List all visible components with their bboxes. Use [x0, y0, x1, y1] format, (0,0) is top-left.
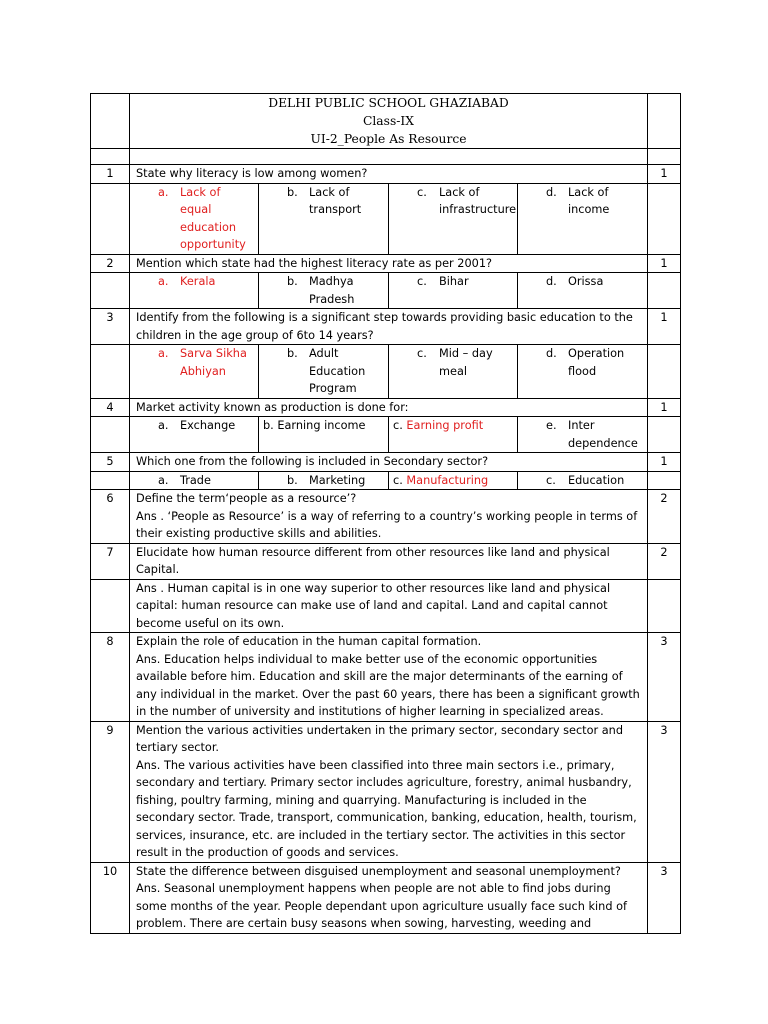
- header-row: [91, 94, 681, 149]
- option-b: b. Earning income: [259, 417, 389, 453]
- question-row: [91, 398, 681, 417]
- option-b: b. Marketing: [259, 471, 389, 490]
- answer-text: Ans . Human capital is in one way superior to other resources like land and physical capital: human resource can make use of land and capital. Land and capital cannot become useful on its own.: [130, 579, 648, 633]
- question-row: [91, 453, 681, 472]
- unit-name: UI-2_People As Resource: [310, 132, 467, 146]
- question-row: [91, 721, 681, 862]
- question-prompt: Define the term‘people as a resource’?: [136, 492, 357, 505]
- question-prompt: Elucidate how human resource different from other resources like land and physical Capital.: [130, 543, 648, 579]
- question-row: [91, 254, 681, 273]
- question-text: Market activity known as production is done for:: [130, 398, 648, 417]
- class-name: Class-IX: [362, 114, 415, 128]
- question-number: 7: [91, 543, 130, 579]
- option-a: a. Exchange: [130, 417, 259, 453]
- header-empty-right: [648, 94, 681, 149]
- question-number: 6: [91, 490, 130, 544]
- question-marks: 2: [648, 543, 681, 579]
- option-b: b. Lack of transport: [259, 183, 389, 254]
- question-row: [91, 490, 681, 544]
- options-row: [91, 345, 681, 399]
- option-c: c. Lack of infrastructure: [389, 183, 518, 254]
- question-marks: 1: [648, 398, 681, 417]
- question-number: 5: [91, 453, 130, 472]
- option-b: b. Madhya Pradesh: [259, 273, 389, 309]
- option-b: b. Adult Education Program: [259, 345, 389, 399]
- question-text: Mention which state had the highest literacy rate as per 2001?: [130, 254, 648, 273]
- answer-text: Ans. The various activities have been classified into three main sectors i.e., primary, secondary and tertiary. Primary sector includes agriculture, forestry, animal husbandry, fishing, poultry farming, mining and quarrying. Manufacturing is included in the secondary sector. Trade, transport, communication, banking, education, health, tourism, services, insurance, etc. are included in the tertiary sector. The activities in this sector result in the production of goods and services.: [136, 758, 637, 859]
- options-row: [91, 471, 681, 490]
- answer-row: [91, 579, 681, 633]
- school-name: DELHI PUBLIC SCHOOL GHAZIABAD: [268, 96, 509, 110]
- question-text: [130, 490, 648, 544]
- header-empty-left: [91, 94, 130, 149]
- options-row: [91, 183, 681, 254]
- question-prompt: Mention the various activities undertaken in the primary sector, secondary sector and tertiary sector.: [136, 723, 624, 754]
- options-row: [91, 273, 681, 309]
- question-marks: 3: [648, 862, 681, 933]
- question-number: 9: [91, 721, 130, 862]
- question-marks: 3: [648, 721, 681, 862]
- question-row: [91, 165, 681, 184]
- option-c: c. Mid – day meal: [389, 345, 518, 399]
- question-text: Identify from the following is a significant step towards providing basic education to the children in the age group of 6to 14 years?: [130, 309, 648, 345]
- question-row: [91, 633, 681, 722]
- question-number: 1: [91, 165, 130, 184]
- option-a: a. Trade: [130, 471, 259, 490]
- option-a: a. Sarva Sikha Abhiyan: [130, 345, 259, 399]
- question-text: [130, 633, 648, 722]
- question-text: [130, 721, 648, 862]
- option-d: d. Orissa: [518, 273, 648, 309]
- option-a: a. Lack of equal education opportunity: [130, 183, 259, 254]
- question-text: State why literacy is low among women?: [130, 165, 648, 184]
- option-a: a. Kerala: [130, 273, 259, 309]
- question-row: [91, 309, 681, 345]
- option-d: c. Education: [518, 471, 648, 490]
- question-number: 10: [91, 862, 130, 933]
- question-marks: 1: [648, 309, 681, 345]
- question-text: Which one from the following is included in Secondary sector?: [130, 453, 648, 472]
- spacer-row: [91, 149, 681, 165]
- option-c: c. Earning profit: [389, 417, 518, 453]
- question-number: 3: [91, 309, 130, 345]
- question-number: 4: [91, 398, 130, 417]
- answer-text: Ans. Education helps individual to make better use of the economic opportunities available before him. Education and skill are the major determinants of the earning of any individual in the market. Over the past 60 years, there has been a significant growth in the number of university and institutions of higher learning in specialized areas.: [136, 652, 640, 718]
- question-row: [91, 543, 681, 579]
- question-marks: 1: [648, 254, 681, 273]
- option-c: c. Manufacturing: [389, 471, 518, 490]
- question-number: 8: [91, 633, 130, 722]
- question-marks: 3: [648, 633, 681, 722]
- option-c: c. Bihar: [389, 273, 518, 309]
- answer-text: Ans . ‘People as Resource’ is a way of referring to a country’s working people in terms of their existing productive skills and abilities.: [136, 509, 638, 540]
- option-e: e. Inter dependence: [518, 417, 648, 453]
- question-marks: 2: [648, 490, 681, 544]
- question-row: [91, 862, 681, 933]
- question-text: [130, 862, 648, 933]
- question-prompt: Explain the role of education in the human capital formation.: [136, 635, 482, 648]
- option-d: d. Operation flood: [518, 345, 648, 399]
- question-table: [90, 93, 681, 934]
- answer-text: Ans. Seasonal unemployment happens when people are not able to find jobs during some months of the year. People dependant upon agriculture usually face such kind of problem. There are certain busy seasons when sowing, harvesting, weeding and: [136, 882, 627, 930]
- question-prompt: State the difference between disguised unemployment and seasonal unemployment?: [136, 864, 621, 878]
- question-marks: 1: [648, 453, 681, 472]
- options-row: [91, 417, 681, 453]
- question-marks: 1: [648, 165, 681, 184]
- question-number: 2: [91, 254, 130, 273]
- option-d: d. Lack of income: [518, 183, 648, 254]
- header-title: [130, 94, 648, 149]
